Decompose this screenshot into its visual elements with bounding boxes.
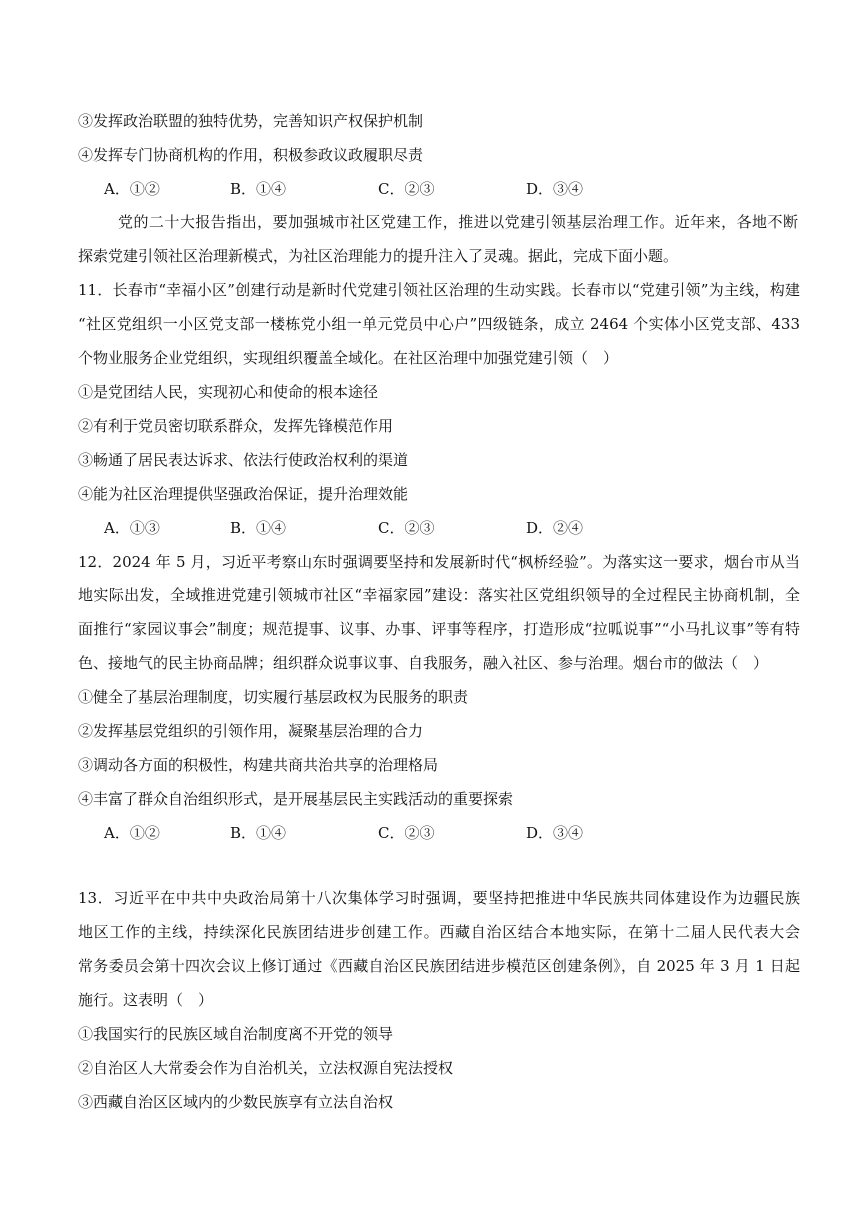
q13-stem-line-4: 施行。这表明（ ） <box>78 991 214 1009</box>
q11-option-b[interactable]: B．①④ <box>230 519 287 537</box>
q10-statement-3: ③发挥政治联盟的独特优势，完善知识产权保护机制 <box>78 112 424 130</box>
q11-stem-line-3: 个物业服务企业党组织，实现组织覆盖全域化。在社区治理中加强党建引领（ ） <box>78 349 619 367</box>
q11-option-d[interactable]: D．②④ <box>526 519 584 537</box>
q13-stem-line-2: 地区工作的主线，持续深化民族团结进步创建工作。西藏自治区结合本地实际，在第十二届人民代表大会 <box>78 923 800 941</box>
q13-stem-line-1: 13．习近平在中共中央政治局第十八次集体学习时强调，要坚持把推进中华民族共同体建设作为边疆民族 <box>78 889 800 907</box>
q12-statement-4: ④丰富了群众自治组织形式，是开展基层民主实践活动的重要探索 <box>78 790 514 808</box>
passage-line-1: 党的二十大报告指出，要加强城市社区党建工作，推进以党建引领基层治理工作。近年来，各地不断 <box>118 213 798 231</box>
q12-stem-line-1: 12．2024 年 5 月，习近平考察山东时强调要坚持和发展新时代“枫桥经验”。为落实这一要求，烟台市从当 <box>78 553 800 571</box>
q12-option-b[interactable]: B．①④ <box>230 824 287 842</box>
q11-statement-4: ④能为社区治理提供坚强政治保证，提升治理效能 <box>78 485 409 503</box>
q13-statement-1: ①我国实行的民族区域自治制度离不开党的领导 <box>78 1025 394 1043</box>
q12-option-a[interactable]: A．①② <box>104 824 160 842</box>
q13-statement-3: ③西藏自治区区域内的少数民族享有立法自治权 <box>78 1093 394 1111</box>
q11-statement-1: ①是党团结人民，实现初心和使命的根本途径 <box>78 383 379 401</box>
q12-statement-2: ②发挥基层党组织的引领作用，凝聚基层治理的合力 <box>78 722 424 740</box>
q10-option-b[interactable]: B．①④ <box>230 180 287 198</box>
passage-line-2: 探索党建引领社区治理新模式，为社区治理能力的提升注入了灵魂。据此，完成下面小题。 <box>78 247 679 265</box>
q12-option-c[interactable]: C．②③ <box>378 824 435 842</box>
q12-stem-line-3: 面推行“家园议事会”制度；规范提事、议事、办事、评事等程序，打造形成“拉呱说事”“小马扎议事”等有特 <box>78 620 800 638</box>
q12-option-d[interactable]: D．③④ <box>526 824 584 842</box>
q13-stem-line-3: 常务委员会第十四次会议上修订通过《西藏自治区民族团结进步模范区创建条例》，自 2025 年 3 月 1 日起 <box>78 957 800 975</box>
q10-option-c[interactable]: C．②③ <box>378 180 435 198</box>
q11-stem-line-1: 11．长春市“幸福小区”创建行动是新时代党建引领社区治理的生动实践。长春市以“党建引领”为主线，构建 <box>78 281 800 299</box>
q11-statement-3: ③畅通了居民表达诉求、依法行使政治权利的渠道 <box>78 451 409 469</box>
q10-option-d[interactable]: D．③④ <box>526 180 584 198</box>
q12-statement-3: ③调动各方面的积极性，构建共商共治共享的治理格局 <box>78 756 439 774</box>
q12-stem-line-4: 色、接地气的民主协商品牌；组织群众说事议事、自我服务，融入社区、参与治理。烟台市的做法（ ） <box>78 654 769 672</box>
q11-option-c[interactable]: C．②③ <box>378 519 435 537</box>
q10-statement-4: ④发挥专门协商机构的作用，积极参政议政履职尽责 <box>78 146 424 164</box>
q12-statement-1: ①健全了基层治理制度，切实履行基层政权为民服务的职责 <box>78 688 469 706</box>
q11-stem-line-2: “社区党组织一小区党支部一楼栋党小组一单元党员中心户”四级链条，成立 2464 个实体小区党支部、433 <box>78 315 800 333</box>
q11-option-a[interactable]: A．①③ <box>104 519 160 537</box>
q11-statement-2: ②有利于党员密切联系群众，发挥先锋模范作用 <box>78 417 394 435</box>
q12-stem-line-2: 地实际出发，全域推进党建引领城市社区“幸福家园”建设：落实社区党组织领导的全过程民主协商机制，全 <box>78 586 800 604</box>
q10-option-a[interactable]: A．①② <box>104 180 160 198</box>
q13-statement-2: ②自治区人大常委会作为自治机关，立法权源自宪法授权 <box>78 1059 454 1077</box>
